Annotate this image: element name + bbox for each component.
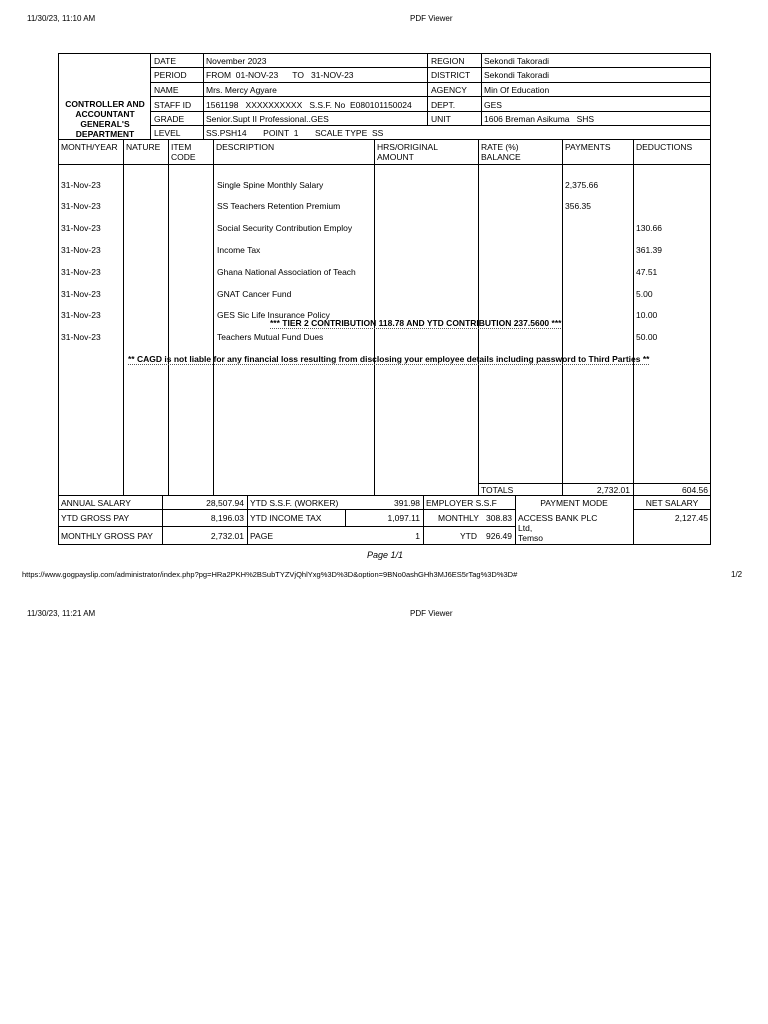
monthly-label: MONTHLY bbox=[438, 513, 479, 523]
row-date: 31-Nov-23 bbox=[61, 267, 101, 277]
row-date: 31-Nov-23 bbox=[61, 245, 101, 255]
col-nature: NATURE bbox=[126, 142, 161, 152]
ytd-label: YTD bbox=[460, 531, 477, 541]
agency-value: Min Of Education bbox=[484, 85, 550, 95]
row-date: 31-Nov-23 bbox=[61, 310, 101, 320]
net-salary-value: 2,127.45 bbox=[674, 513, 708, 523]
print-datetime: 11/30/23, 11:10 AM bbox=[27, 14, 96, 23]
col-hrs-line2: AMOUNT bbox=[377, 152, 414, 162]
disclaimer-note: ** CAGD is not liable for any financial loss resulting from disclosing your employee details including password to Third Parties ** bbox=[128, 354, 650, 364]
date-label: DATE bbox=[154, 56, 177, 66]
annual-salary-value: 28,507.94 bbox=[206, 498, 244, 508]
payment-mode-label: PAYMENT MODE bbox=[540, 498, 608, 508]
page-label: PAGE bbox=[250, 531, 273, 541]
staff-id-label: STAFF ID bbox=[154, 100, 192, 110]
employer-ssf-label: EMPLOYER S.S.F bbox=[426, 498, 497, 508]
row-description: SS Teachers Retention Premium bbox=[217, 201, 341, 211]
monthly-value: 308.83 bbox=[486, 513, 512, 523]
level-value: SS.PSH14 POINT 1 SCALE TYPE SS bbox=[206, 128, 384, 138]
row-deduction: 361.39 bbox=[636, 245, 662, 255]
print-url: https://www.gogpayslip.com/administrator/index.php?pg=HRa2PKH%2BSubTYZVjQhlYxg%3D%3D&option=9BNo0ashGHh3MJ6ES5rTag%3D%3D# bbox=[22, 570, 518, 579]
period-label: PERIOD bbox=[154, 70, 187, 80]
row-date: 31-Nov-23 bbox=[61, 289, 101, 299]
row-description: Income Tax bbox=[217, 245, 261, 255]
ytd-gross-value: 8,196.03 bbox=[210, 513, 244, 523]
col-rate-line1: RATE (%) bbox=[481, 142, 519, 152]
ytd-gross-label: YTD GROSS PAY bbox=[61, 513, 130, 523]
region-value: Sekondi Takoradi bbox=[484, 56, 550, 66]
totals-payments: 2,732.01 bbox=[596, 485, 630, 495]
tier2-note: *** TIER 2 CONTRIBUTION 118.78 AND YTD CONTRIBUTION 237.5600 *** bbox=[270, 318, 562, 328]
unit-value: 1606 Breman Asikuma SHS bbox=[484, 114, 595, 124]
annual-salary-label: ANNUAL SALARY bbox=[61, 498, 131, 508]
name-value: Mrs. Mercy Agyare bbox=[206, 85, 277, 95]
dept-label: DEPT. bbox=[431, 100, 456, 110]
dept-value: GES bbox=[484, 100, 502, 110]
district-value: Sekondi Takoradi bbox=[484, 70, 550, 80]
col-deductions: DEDUCTIONS bbox=[636, 142, 693, 152]
col-item-line2: CODE bbox=[171, 152, 196, 162]
totals-label: TOTALS bbox=[481, 485, 514, 495]
print-title: PDF Viewer bbox=[410, 14, 453, 23]
department-title: CONTROLLER AND ACCOUNTANT GENERAL'S DEPARTMENT bbox=[65, 99, 145, 139]
row-payment: 2,375.66 bbox=[565, 180, 599, 190]
row-date: 31-Nov-23 bbox=[61, 223, 101, 233]
row-description: GES Sic Life Insurance Policy bbox=[217, 310, 330, 320]
ytd-value: 926.49 bbox=[486, 531, 512, 541]
level-label: LEVEL bbox=[154, 128, 181, 138]
second-print-datetime: 11/30/23, 11:21 AM bbox=[27, 609, 96, 618]
col-description: DESCRIPTION bbox=[216, 142, 275, 152]
ytd-ssf-label: YTD S.S.F. (WORKER) bbox=[250, 498, 339, 508]
monthly-gross-value: 2,732.01 bbox=[210, 531, 244, 541]
row-description: Social Security Contribution Employ bbox=[217, 223, 353, 233]
row-deduction: 47.51 bbox=[636, 267, 658, 277]
payslip-border bbox=[58, 53, 711, 545]
row-date: 31-Nov-23 bbox=[61, 180, 101, 190]
row-description: Single Spine Monthly Salary bbox=[217, 180, 324, 190]
bank-line2: Ltd, bbox=[518, 523, 533, 533]
district-label: DISTRICT bbox=[431, 70, 471, 80]
grade-label: GRADE bbox=[154, 114, 185, 124]
date-value: November 2023 bbox=[206, 56, 267, 66]
row-description: Ghana National Association of Teach bbox=[217, 267, 356, 277]
grade-value: Senior.Supt II Professional..GES bbox=[206, 114, 329, 124]
row-payment: 356.35 bbox=[565, 201, 591, 211]
row-deduction: 5.00 bbox=[636, 289, 653, 299]
row-description: Teachers Mutual Fund Dues bbox=[217, 332, 324, 342]
staff-id-value: 1561198 XXXXXXXXXX S.S.F. No E080101150024 bbox=[206, 100, 412, 110]
page-indicator: Page 1/1 bbox=[367, 550, 404, 560]
page-value: 1 bbox=[415, 531, 420, 541]
col-rate-line2: BALANCE bbox=[481, 152, 521, 162]
col-hrs-line1: HRS/ORIGINAL bbox=[377, 142, 438, 152]
period-value: FROM 01-NOV-23 TO 31-NOV-23 bbox=[206, 70, 354, 80]
col-payments: PAYMENTS bbox=[565, 142, 611, 152]
row-deduction: 130.66 bbox=[636, 223, 662, 233]
name-label: NAME bbox=[154, 85, 179, 95]
totals-deductions: 604.56 bbox=[682, 485, 708, 495]
print-page-number: 1/2 bbox=[731, 570, 743, 579]
col-month-year: MONTH/YEAR bbox=[61, 142, 118, 152]
net-salary-label: NET SALARY bbox=[645, 498, 699, 508]
row-description: GNAT Cancer Fund bbox=[217, 289, 292, 299]
bank-name: ACCESS BANK PLC bbox=[518, 513, 598, 523]
second-print-title: PDF Viewer bbox=[410, 609, 453, 618]
row-date: 31-Nov-23 bbox=[61, 332, 101, 342]
monthly-gross-label: MONTHLY GROSS PAY bbox=[61, 531, 153, 541]
ytd-income-tax-label: YTD INCOME TAX bbox=[250, 513, 322, 523]
row-deduction: 50.00 bbox=[636, 332, 658, 342]
row-date: 31-Nov-23 bbox=[61, 201, 101, 211]
agency-label: AGENCY bbox=[431, 85, 467, 95]
row-deduction: 10.00 bbox=[636, 310, 658, 320]
unit-label: UNIT bbox=[431, 114, 451, 124]
col-item-line1: ITEM bbox=[171, 142, 192, 152]
region-label: REGION bbox=[431, 56, 465, 66]
ytd-ssf-value: 391.98 bbox=[394, 498, 420, 508]
ytd-income-tax-value: 1,097.11 bbox=[387, 513, 420, 523]
bank-line3: Temso bbox=[518, 533, 544, 543]
